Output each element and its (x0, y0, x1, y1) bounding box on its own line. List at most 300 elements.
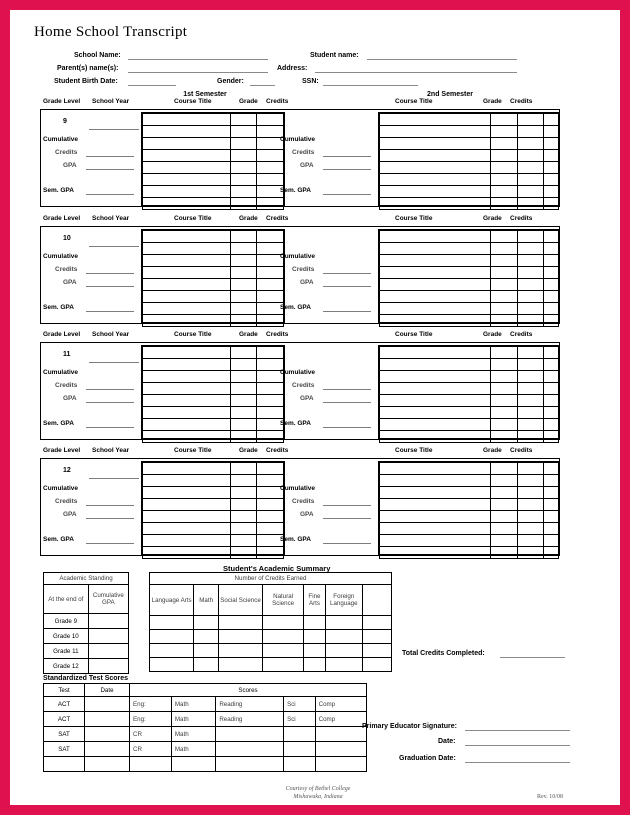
course-cell[interactable] (230, 395, 257, 407)
course-cell[interactable] (257, 243, 284, 255)
course-cell[interactable] (257, 431, 284, 443)
course-cell[interactable] (257, 487, 284, 499)
course-cell[interactable] (380, 174, 491, 186)
course-cell[interactable] (143, 463, 231, 475)
school-year-input[interactable] (89, 362, 139, 363)
cumulative-gpa-input-sem1[interactable] (86, 518, 134, 519)
test-score-3[interactable] (216, 757, 284, 772)
standing-gpa-cell[interactable] (88, 659, 128, 674)
course-cell[interactable] (544, 267, 559, 279)
course-cell[interactable] (230, 475, 257, 487)
course-cell[interactable] (230, 535, 257, 547)
course-cell[interactable] (257, 371, 284, 383)
course-cell[interactable] (517, 267, 544, 279)
course-cell[interactable] (257, 523, 284, 535)
credits-cell[interactable] (325, 658, 362, 672)
course-cell[interactable] (491, 303, 518, 315)
graduation-date-input[interactable] (465, 762, 570, 763)
course-cell[interactable] (380, 511, 491, 523)
sem-gpa-input-sem2[interactable] (323, 194, 371, 195)
course-cell[interactable] (230, 231, 257, 243)
course-cell[interactable] (491, 383, 518, 395)
course-cell[interactable] (230, 419, 257, 431)
course-cell[interactable] (257, 255, 284, 267)
course-cell[interactable] (491, 487, 518, 499)
course-cell[interactable] (380, 243, 491, 255)
course-cell[interactable] (143, 315, 231, 327)
test-score-5[interactable]: Comp (315, 697, 366, 712)
course-cell[interactable] (380, 279, 491, 291)
course-cell[interactable] (517, 419, 544, 431)
course-cell[interactable] (517, 150, 544, 162)
test-score-3[interactable] (216, 742, 284, 757)
course-cell[interactable] (517, 359, 544, 371)
cumulative-credits-input-sem2[interactable] (323, 389, 371, 390)
test-date-cell[interactable] (85, 742, 130, 757)
test-score-4[interactable]: Sci (284, 697, 316, 712)
course-cell[interactable] (491, 371, 518, 383)
course-cell[interactable] (257, 186, 284, 198)
course-cell[interactable] (257, 150, 284, 162)
course-cell[interactable] (544, 243, 559, 255)
course-cell[interactable] (517, 463, 544, 475)
course-cell[interactable] (491, 535, 518, 547)
course-cell[interactable] (380, 126, 491, 138)
course-cell[interactable] (257, 114, 284, 126)
course-cell[interactable] (517, 487, 544, 499)
credits-cell[interactable] (150, 630, 194, 644)
course-cell[interactable] (544, 463, 559, 475)
course-cell[interactable] (143, 547, 231, 559)
course-cell[interactable] (380, 487, 491, 499)
course-cell[interactable] (257, 315, 284, 327)
course-cell[interactable] (517, 499, 544, 511)
credits-cell[interactable] (362, 658, 391, 672)
course-cell[interactable] (544, 174, 559, 186)
course-cell[interactable] (517, 407, 544, 419)
course-cell[interactable] (517, 231, 544, 243)
course-cell[interactable] (230, 383, 257, 395)
course-cell[interactable] (230, 407, 257, 419)
course-cell[interactable] (517, 126, 544, 138)
test-score-2[interactable]: Math (171, 697, 215, 712)
course-cell[interactable] (544, 255, 559, 267)
course-cell[interactable] (380, 138, 491, 150)
standing-gpa-cell[interactable] (88, 644, 128, 659)
course-cell[interactable] (491, 315, 518, 327)
course-cell[interactable] (230, 267, 257, 279)
course-cell[interactable] (491, 359, 518, 371)
credits-cell[interactable] (325, 616, 362, 630)
course-cell[interactable] (380, 186, 491, 198)
credits-cell[interactable] (150, 616, 194, 630)
course-cell[interactable] (491, 523, 518, 535)
course-cell[interactable] (491, 547, 518, 559)
parents-name-input[interactable] (128, 72, 268, 73)
cumulative-gpa-input-sem1[interactable] (86, 169, 134, 170)
course-cell[interactable] (143, 395, 231, 407)
course-cell[interactable] (257, 138, 284, 150)
credits-cell[interactable] (194, 630, 219, 644)
course-cell[interactable] (230, 150, 257, 162)
course-cell[interactable] (517, 291, 544, 303)
course-cell[interactable] (143, 267, 231, 279)
course-cell[interactable] (491, 186, 518, 198)
course-cell[interactable] (380, 198, 491, 210)
course-cell[interactable] (544, 371, 559, 383)
course-cell[interactable] (257, 475, 284, 487)
course-cell[interactable] (491, 279, 518, 291)
course-cell[interactable] (257, 395, 284, 407)
course-cell[interactable] (517, 243, 544, 255)
cumulative-gpa-input-sem2[interactable] (323, 169, 371, 170)
course-cell[interactable] (380, 371, 491, 383)
course-cell[interactable] (491, 475, 518, 487)
course-cell[interactable] (544, 198, 559, 210)
course-cell[interactable] (143, 407, 231, 419)
cumulative-credits-input-sem2[interactable] (323, 273, 371, 274)
test-score-4[interactable] (284, 727, 316, 742)
course-cell[interactable] (517, 383, 544, 395)
course-cell[interactable] (544, 511, 559, 523)
cumulative-credits-input-sem1[interactable] (86, 156, 134, 157)
course-cell[interactable] (257, 279, 284, 291)
course-cell[interactable] (491, 463, 518, 475)
course-cell[interactable] (491, 395, 518, 407)
course-cell[interactable] (544, 487, 559, 499)
course-cell[interactable] (257, 407, 284, 419)
course-cell[interactable] (544, 315, 559, 327)
credits-cell[interactable] (219, 658, 263, 672)
credits-cell[interactable] (219, 630, 263, 644)
course-cell[interactable] (517, 255, 544, 267)
course-cell[interactable] (143, 303, 231, 315)
sem-gpa-input-sem2[interactable] (323, 543, 371, 544)
course-cell[interactable] (544, 303, 559, 315)
cumulative-credits-input-sem1[interactable] (86, 389, 134, 390)
course-cell[interactable] (380, 547, 491, 559)
course-cell[interactable] (380, 463, 491, 475)
course-cell[interactable] (257, 267, 284, 279)
course-cell[interactable] (143, 138, 231, 150)
course-cell[interactable] (491, 347, 518, 359)
course-cell[interactable] (544, 395, 559, 407)
credits-cell[interactable] (150, 658, 194, 672)
credits-cell[interactable] (362, 644, 391, 658)
school-name-input[interactable] (128, 59, 268, 60)
course-cell[interactable] (143, 114, 231, 126)
credits-cell[interactable] (362, 630, 391, 644)
course-cell[interactable] (257, 303, 284, 315)
course-cell[interactable] (143, 150, 231, 162)
course-cell[interactable] (517, 114, 544, 126)
credits-cell[interactable] (263, 658, 304, 672)
course-cell[interactable] (143, 523, 231, 535)
sem-gpa-input-sem2[interactable] (323, 427, 371, 428)
course-cell[interactable] (517, 279, 544, 291)
course-cell[interactable] (230, 126, 257, 138)
test-score-5[interactable]: Comp (315, 712, 366, 727)
student-name-input[interactable] (367, 59, 517, 60)
course-cell[interactable] (544, 231, 559, 243)
course-cell[interactable] (143, 359, 231, 371)
course-cell[interactable] (230, 186, 257, 198)
credits-cell[interactable] (194, 644, 219, 658)
course-cell[interactable] (491, 162, 518, 174)
course-cell[interactable] (230, 303, 257, 315)
course-cell[interactable] (143, 231, 231, 243)
course-cell[interactable] (143, 174, 231, 186)
course-cell[interactable] (491, 174, 518, 186)
course-cell[interactable] (544, 499, 559, 511)
course-cell[interactable] (257, 499, 284, 511)
course-cell[interactable] (517, 174, 544, 186)
test-score-1[interactable]: CR (130, 742, 172, 757)
course-cell[interactable] (230, 499, 257, 511)
ssn-input[interactable] (323, 85, 418, 86)
test-name-cell[interactable] (44, 757, 85, 772)
course-cell[interactable] (230, 255, 257, 267)
course-cell[interactable] (544, 279, 559, 291)
test-score-5[interactable] (315, 727, 366, 742)
cumulative-gpa-input-sem2[interactable] (323, 286, 371, 287)
course-cell[interactable] (544, 114, 559, 126)
course-cell[interactable] (143, 511, 231, 523)
school-year-input[interactable] (89, 246, 139, 247)
course-cell[interactable] (143, 419, 231, 431)
cumulative-gpa-input-sem2[interactable] (323, 518, 371, 519)
course-cell[interactable] (544, 419, 559, 431)
course-cell[interactable] (257, 347, 284, 359)
course-cell[interactable] (257, 463, 284, 475)
course-cell[interactable] (380, 535, 491, 547)
course-cell[interactable] (544, 383, 559, 395)
course-cell[interactable] (380, 315, 491, 327)
test-score-3[interactable]: Reading (216, 712, 284, 727)
course-cell[interactable] (257, 198, 284, 210)
course-cell[interactable] (143, 186, 231, 198)
credits-cell[interactable] (263, 630, 304, 644)
course-cell[interactable] (491, 243, 518, 255)
birth-date-input[interactable] (128, 85, 176, 86)
course-cell[interactable] (257, 511, 284, 523)
course-cell[interactable] (491, 255, 518, 267)
course-cell[interactable] (544, 186, 559, 198)
gender-input[interactable] (250, 85, 275, 86)
course-cell[interactable] (517, 535, 544, 547)
course-cell[interactable] (143, 279, 231, 291)
course-cell[interactable] (257, 535, 284, 547)
course-cell[interactable] (143, 535, 231, 547)
course-cell[interactable] (257, 359, 284, 371)
course-cell[interactable] (380, 383, 491, 395)
cumulative-credits-input-sem1[interactable] (86, 273, 134, 274)
course-cell[interactable] (491, 407, 518, 419)
course-cell[interactable] (517, 303, 544, 315)
course-cell[interactable] (517, 198, 544, 210)
test-score-1[interactable]: CR (130, 727, 172, 742)
standing-gpa-cell[interactable] (88, 614, 128, 629)
course-cell[interactable] (380, 231, 491, 243)
course-cell[interactable] (230, 511, 257, 523)
course-cell[interactable] (544, 291, 559, 303)
course-cell[interactable] (491, 126, 518, 138)
course-cell[interactable] (380, 499, 491, 511)
course-cell[interactable] (230, 347, 257, 359)
test-date-cell[interactable] (85, 727, 130, 742)
course-cell[interactable] (491, 198, 518, 210)
course-cell[interactable] (491, 419, 518, 431)
course-cell[interactable] (380, 475, 491, 487)
credits-cell[interactable] (304, 616, 325, 630)
test-score-5[interactable] (315, 757, 366, 772)
course-cell[interactable] (257, 162, 284, 174)
sem-gpa-input-sem1[interactable] (86, 194, 134, 195)
school-year-input[interactable] (89, 129, 139, 130)
course-cell[interactable] (544, 150, 559, 162)
course-cell[interactable] (491, 431, 518, 443)
course-cell[interactable] (491, 291, 518, 303)
course-cell[interactable] (380, 114, 491, 126)
course-cell[interactable] (230, 431, 257, 443)
course-cell[interactable] (380, 291, 491, 303)
cumulative-credits-input-sem2[interactable] (323, 156, 371, 157)
course-cell[interactable] (230, 523, 257, 535)
test-name-cell[interactable]: ACT (44, 712, 85, 727)
test-date-cell[interactable] (85, 757, 130, 772)
test-score-2[interactable] (171, 757, 215, 772)
test-score-2[interactable]: Math (171, 712, 215, 727)
course-cell[interactable] (143, 487, 231, 499)
course-cell[interactable] (143, 383, 231, 395)
course-cell[interactable] (230, 198, 257, 210)
course-cell[interactable] (380, 395, 491, 407)
course-cell[interactable] (230, 114, 257, 126)
sem-gpa-input-sem1[interactable] (86, 543, 134, 544)
credits-cell[interactable] (304, 630, 325, 644)
test-score-3[interactable] (216, 727, 284, 742)
course-cell[interactable] (380, 431, 491, 443)
course-cell[interactable] (544, 347, 559, 359)
course-cell[interactable] (230, 162, 257, 174)
credits-cell[interactable] (263, 644, 304, 658)
course-cell[interactable] (517, 547, 544, 559)
course-cell[interactable] (230, 291, 257, 303)
course-cell[interactable] (380, 347, 491, 359)
course-cell[interactable] (143, 291, 231, 303)
course-cell[interactable] (517, 511, 544, 523)
standing-gpa-cell[interactable] (88, 629, 128, 644)
test-score-1[interactable] (130, 757, 172, 772)
course-cell[interactable] (517, 371, 544, 383)
course-cell[interactable] (544, 359, 559, 371)
signature-date-input[interactable] (465, 745, 570, 746)
course-cell[interactable] (517, 431, 544, 443)
test-score-4[interactable] (284, 742, 316, 757)
course-cell[interactable] (230, 174, 257, 186)
course-cell[interactable] (544, 138, 559, 150)
course-cell[interactable] (380, 255, 491, 267)
course-cell[interactable] (143, 162, 231, 174)
sem-gpa-input-sem1[interactable] (86, 311, 134, 312)
course-cell[interactable] (517, 186, 544, 198)
test-score-2[interactable]: Math (171, 727, 215, 742)
course-cell[interactable] (544, 407, 559, 419)
course-cell[interactable] (380, 407, 491, 419)
sem-gpa-input-sem1[interactable] (86, 427, 134, 428)
course-cell[interactable] (230, 243, 257, 255)
cumulative-gpa-input-sem1[interactable] (86, 402, 134, 403)
address-input[interactable] (315, 72, 517, 73)
course-cell[interactable] (143, 499, 231, 511)
course-cell[interactable] (544, 162, 559, 174)
course-cell[interactable] (517, 475, 544, 487)
school-year-input[interactable] (89, 478, 139, 479)
course-cell[interactable] (230, 487, 257, 499)
course-cell[interactable] (380, 267, 491, 279)
credits-cell[interactable] (325, 644, 362, 658)
course-cell[interactable] (257, 126, 284, 138)
course-cell[interactable] (143, 347, 231, 359)
course-cell[interactable] (544, 523, 559, 535)
course-cell[interactable] (517, 523, 544, 535)
course-cell[interactable] (380, 419, 491, 431)
course-cell[interactable] (143, 126, 231, 138)
course-cell[interactable] (491, 150, 518, 162)
test-score-2[interactable]: Math (171, 742, 215, 757)
test-score-3[interactable]: Reading (216, 697, 284, 712)
course-cell[interactable] (544, 547, 559, 559)
credits-cell[interactable] (304, 644, 325, 658)
course-cell[interactable] (143, 475, 231, 487)
course-cell[interactable] (491, 499, 518, 511)
course-cell[interactable] (230, 371, 257, 383)
credits-cell[interactable] (219, 644, 263, 658)
course-cell[interactable] (491, 267, 518, 279)
cumulative-gpa-input-sem1[interactable] (86, 286, 134, 287)
test-score-5[interactable] (315, 742, 366, 757)
course-cell[interactable] (544, 431, 559, 443)
test-name-cell[interactable]: SAT (44, 727, 85, 742)
course-cell[interactable] (143, 431, 231, 443)
test-date-cell[interactable] (85, 697, 130, 712)
course-cell[interactable] (380, 359, 491, 371)
cumulative-gpa-input-sem2[interactable] (323, 402, 371, 403)
credits-cell[interactable] (362, 616, 391, 630)
cumulative-credits-input-sem2[interactable] (323, 505, 371, 506)
course-cell[interactable] (257, 383, 284, 395)
course-cell[interactable] (230, 547, 257, 559)
test-score-4[interactable]: Sci (284, 712, 316, 727)
educator-signature-input[interactable] (465, 730, 570, 731)
credits-cell[interactable] (219, 616, 263, 630)
course-cell[interactable] (143, 198, 231, 210)
course-cell[interactable] (257, 547, 284, 559)
test-score-1[interactable]: Eng: (130, 712, 172, 727)
test-date-cell[interactable] (85, 712, 130, 727)
cumulative-credits-input-sem1[interactable] (86, 505, 134, 506)
course-cell[interactable] (257, 231, 284, 243)
course-cell[interactable] (517, 347, 544, 359)
credits-cell[interactable] (263, 616, 304, 630)
course-cell[interactable] (491, 138, 518, 150)
course-cell[interactable] (380, 523, 491, 535)
course-cell[interactable] (491, 114, 518, 126)
course-cell[interactable] (230, 138, 257, 150)
course-cell[interactable] (491, 511, 518, 523)
credits-cell[interactable] (304, 658, 325, 672)
course-cell[interactable] (380, 162, 491, 174)
